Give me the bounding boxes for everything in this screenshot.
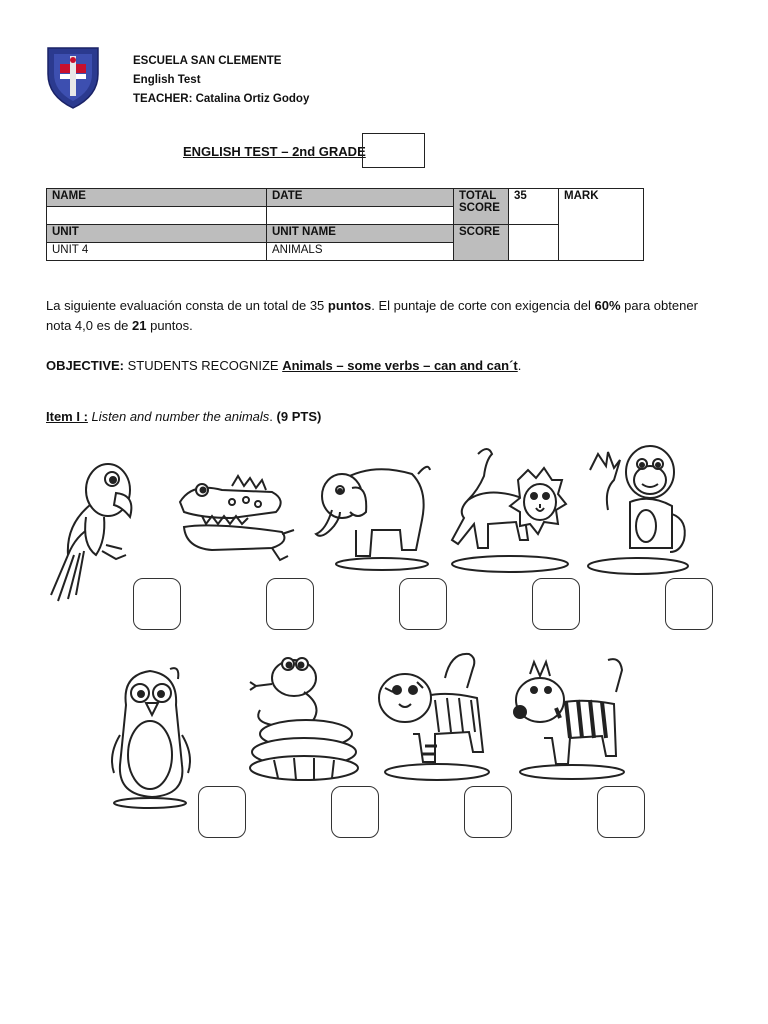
score-field[interactable] <box>509 225 559 261</box>
crocodile-illustration <box>172 472 297 567</box>
intro-puntos: puntos <box>324 298 372 313</box>
name-label: NAME <box>47 189 267 207</box>
intro-text-3: para obtener nota 4,0 es de <box>46 298 698 333</box>
tiger-illustration <box>375 648 495 783</box>
item-1-instruction: Listen and number the animals <box>87 409 270 424</box>
unit-value: UNIT 4 <box>47 243 267 261</box>
intro-text-4: puntos. <box>146 318 193 333</box>
objective-end: . <box>517 358 522 373</box>
answer-box-crocodile[interactable] <box>266 578 314 630</box>
school-logo <box>46 44 100 110</box>
zebra-illustration <box>510 652 628 782</box>
name-field[interactable] <box>47 207 267 225</box>
objective-label: OBJECTIVE: <box>46 358 125 373</box>
total-score-label: TOTAL SCORE <box>454 189 509 225</box>
intro-cut-points: 21 <box>132 318 147 333</box>
answer-box-tiger[interactable] <box>464 786 512 838</box>
total-score-value: 35 <box>509 189 559 225</box>
intro-text-2: . El puntaje de corte con exigencia del <box>371 298 595 313</box>
item-1-dot: . <box>269 409 273 424</box>
answer-box-parrot[interactable] <box>133 578 181 630</box>
test-title: ENGLISH TEST – 2nd GRADE <box>183 144 366 159</box>
intro-paragraph <box>46 296 726 336</box>
objective-line <box>46 358 521 373</box>
school-name: ESCUELA SAN CLEMENTE <box>133 55 282 67</box>
test-name: English Test <box>133 74 201 86</box>
unit-name-value: ANIMALS <box>267 243 454 261</box>
penguin-illustration <box>106 665 196 810</box>
lion-illustration <box>448 440 573 580</box>
parrot-illustration <box>46 455 146 603</box>
objective-topics: Animals – some verbs – can and can´t <box>282 358 518 373</box>
answer-box-zebra[interactable] <box>597 786 645 838</box>
monkey-illustration <box>584 440 694 580</box>
unit-name-label: UNIT NAME <box>267 225 454 243</box>
elephant-illustration <box>312 460 432 575</box>
answer-box-lion[interactable] <box>532 578 580 630</box>
intro-percent: 60% <box>594 298 621 313</box>
answer-box-snake[interactable] <box>331 786 379 838</box>
answer-box-elephant[interactable] <box>399 578 447 630</box>
item-1-points: (9 PTS) <box>272 409 322 424</box>
snake-illustration <box>244 650 364 785</box>
answer-box-penguin[interactable] <box>198 786 246 838</box>
date-label: DATE <box>267 189 454 207</box>
intro-total-points: 35 <box>309 298 325 313</box>
intro-text-1: La siguiente evaluación consta de un total de <box>46 298 310 313</box>
teacher-name: TEACHER: Catalina Ortiz Godoy <box>133 93 310 105</box>
mark-cell[interactable]: MARK <box>559 189 644 261</box>
school-header <box>133 52 309 109</box>
objective-text: STUDENTS RECOGNIZE <box>124 358 283 373</box>
item-1-label: Item I : <box>46 409 88 424</box>
score-label: SCORE <box>454 225 509 261</box>
unit-label: UNIT <box>47 225 267 243</box>
grade-box[interactable] <box>362 133 425 168</box>
item-1-heading <box>46 409 321 424</box>
answer-box-monkey[interactable] <box>665 578 713 630</box>
student-info-table <box>46 188 644 261</box>
date-field[interactable] <box>267 207 454 225</box>
